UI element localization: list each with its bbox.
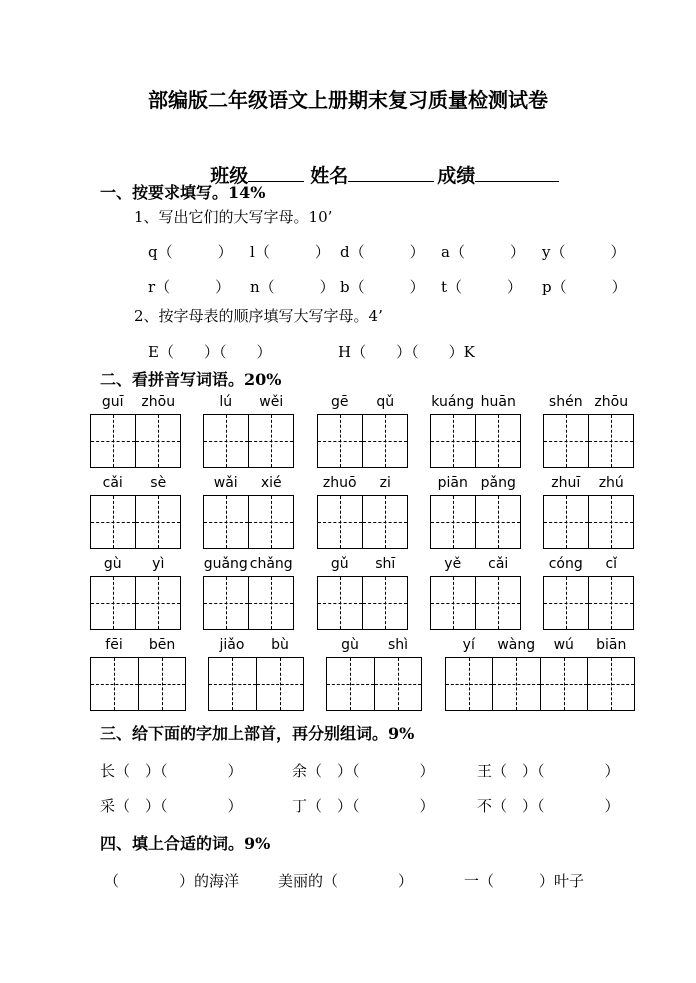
pinyin-syllable: gù	[103, 556, 122, 572]
pinyin-syllable: jiǎo	[219, 637, 245, 653]
pinyin-syllable: gù	[341, 637, 359, 653]
tianzige-cell[interactable]	[204, 415, 249, 467]
pinyin-syllable: chǎng	[249, 556, 293, 572]
lowercase-letter: l	[250, 243, 255, 261]
lowercase-letter: t	[441, 278, 448, 296]
tianzige-cell[interactable]	[204, 496, 249, 548]
radical-blank[interactable]: （ ）	[115, 797, 161, 815]
tianzige-grid[interactable]	[317, 414, 408, 468]
page-title: 部编版二年级语文上册期末复习质量检测试卷	[148, 88, 548, 112]
fill-item-1	[104, 870, 239, 891]
seq-mid-letter: H	[338, 343, 352, 361]
tianzige-grid[interactable]	[90, 657, 186, 711]
tianzige-grid[interactable]	[203, 495, 294, 549]
pinyin-syllable: kuáng	[431, 394, 475, 410]
tianzige-cell[interactable]	[91, 415, 136, 467]
uppercase-blank[interactable]: （ ）	[447, 278, 523, 296]
fill-item-3-text: 一（	[464, 872, 495, 890]
tianzige-cell[interactable]	[249, 415, 293, 467]
pinyin-syllable: yí	[462, 637, 475, 653]
tianzige-cell[interactable]	[257, 658, 304, 710]
radical-row-1	[0, 760, 696, 782]
tianzige-cell[interactable]	[363, 577, 407, 629]
tianzige-cell[interactable]	[249, 496, 293, 548]
name-label: 姓名	[310, 165, 349, 187]
tianzige-grid[interactable]	[543, 414, 634, 468]
tianzige-grid[interactable]	[90, 495, 181, 549]
tianzige-grid[interactable]	[317, 576, 408, 630]
pinyin-syllable: gē	[331, 394, 349, 410]
tianzige-cell[interactable]	[91, 577, 136, 629]
tianzige-cell[interactable]	[318, 415, 363, 467]
section3-heading: 三、给下面的字加上部首，再分别组词。9%	[100, 724, 415, 743]
pinyin-syllable: wǎi	[213, 475, 238, 491]
radical-item	[100, 795, 243, 816]
word-blank[interactable]: （ ）	[160, 797, 243, 815]
section2-heading: 二、看拼音写词语。20%	[100, 370, 282, 389]
tianzige-grid[interactable]	[208, 657, 304, 711]
word-blank[interactable]: （ ）	[160, 762, 243, 780]
radical-blank[interactable]: （ ）	[492, 762, 538, 780]
pinyin-syllable: zhuī	[551, 475, 581, 491]
uppercase-blank[interactable]: （ ）	[550, 243, 626, 261]
pinyin-syllable: cǎi	[102, 475, 123, 491]
name-blank[interactable]	[348, 163, 434, 182]
fill-item-3-blank[interactable]	[494, 872, 539, 890]
uppercase-blank[interactable]: （ ）	[449, 243, 525, 261]
section4-heading: 四、填上合适的词。9%	[100, 834, 271, 853]
tianzige-cell[interactable]	[139, 658, 186, 710]
fill-item-3-end: ）叶子	[539, 872, 585, 890]
tianzige-cell[interactable]	[136, 496, 180, 548]
base-character: 长	[100, 762, 116, 780]
letter-item	[250, 241, 330, 262]
pinyin-syllable: shì	[387, 637, 409, 653]
tianzige-cell[interactable]	[493, 658, 540, 710]
tianzige-cell[interactable]	[589, 496, 633, 548]
word-blank[interactable]: （ ）	[352, 797, 435, 815]
lowercase-letter: a	[441, 243, 450, 261]
radical-item	[477, 760, 620, 781]
letter-item	[441, 241, 525, 262]
letter-item	[148, 241, 233, 262]
pinyin-syllable: biān	[596, 637, 627, 653]
tianzige-grid[interactable]	[90, 576, 181, 630]
fill-item-2-blank[interactable]: ）	[338, 872, 414, 890]
tianzige-cell[interactable]	[327, 658, 375, 710]
pinyin-syllable: wú	[553, 637, 574, 653]
letters-row-1	[0, 241, 696, 263]
section1-q1: 1、写出它们的大写字母。10’	[134, 208, 333, 226]
base-character: 余	[292, 762, 308, 780]
tianzige-cell[interactable]	[431, 577, 476, 629]
tianzige-grid[interactable]	[430, 414, 521, 468]
lowercase-letter: p	[542, 278, 552, 296]
radical-blank[interactable]: （ ）	[115, 762, 161, 780]
tianzige-cell[interactable]	[375, 658, 422, 710]
seq-start-letter: E	[148, 343, 159, 361]
pinyin-syllable: lú	[219, 394, 233, 410]
pinyin-syllable: gǔ	[330, 556, 349, 572]
word-blank[interactable]: （ ）	[352, 762, 435, 780]
pinyin-syllable: cǎi	[488, 556, 509, 572]
letter-item	[250, 276, 335, 297]
alphabet-seq-1	[148, 341, 271, 362]
radical-item	[292, 760, 435, 781]
uppercase-blank[interactable]: （ ）	[349, 278, 425, 296]
alphabet-seq-2	[338, 341, 475, 362]
tianzige-cell[interactable]	[363, 496, 407, 548]
pinyin-syllable: fēi	[105, 637, 123, 653]
fill-item-1-text: ）的海洋	[179, 872, 240, 890]
tianzige-cell[interactable]	[476, 496, 520, 548]
pinyin-syllable: shén	[548, 394, 583, 410]
base-character: 采	[100, 797, 116, 815]
lowercase-letter: r	[148, 278, 156, 296]
tianzige-cell[interactable]	[204, 577, 249, 629]
pinyin-syllable: huān	[480, 394, 516, 410]
tianzige-cell[interactable]	[91, 496, 136, 548]
base-character: 不	[477, 797, 493, 815]
tianzige-cell[interactable]	[589, 415, 633, 467]
radical-item	[100, 760, 243, 781]
radical-item	[292, 795, 435, 816]
pinyin-syllable: guī	[101, 394, 124, 410]
radical-blank[interactable]: （ ）	[307, 797, 353, 815]
letters-row-2	[0, 276, 696, 298]
pinyin-syllable: qǔ	[376, 394, 395, 410]
radical-blank[interactable]: （ ）	[492, 797, 538, 815]
tianzige-cell[interactable]	[431, 415, 476, 467]
pinyin-syllable: yě	[444, 556, 462, 572]
tianzige-cell[interactable]	[446, 658, 493, 710]
tianzige-cell[interactable]	[544, 496, 589, 548]
tianzige-cell[interactable]	[209, 658, 257, 710]
radical-blank[interactable]: （ ）	[307, 762, 353, 780]
letter-item	[542, 276, 627, 297]
uppercase-blank[interactable]: （ ）	[155, 278, 231, 296]
tianzige-cell[interactable]	[249, 577, 293, 629]
radical-row-2	[0, 795, 696, 817]
pinyin-syllable: zhōu	[141, 394, 176, 410]
tianzige-grid[interactable]	[203, 576, 294, 630]
tianzige-cell[interactable]	[318, 577, 363, 629]
word-blank[interactable]: （ ）	[537, 797, 620, 815]
uppercase-blank[interactable]: （ ）	[157, 243, 233, 261]
tianzige-grid[interactable]	[430, 495, 521, 549]
fill-item-2	[278, 870, 413, 891]
pinyin-syllable: guǎng	[203, 556, 248, 572]
section1-heading: 一、按要求填写。14%	[100, 183, 266, 202]
pinyin-syllable: zhú	[598, 475, 624, 491]
tianzige-cell[interactable]	[544, 415, 589, 467]
base-character: 王	[477, 762, 493, 780]
class-label: 班级	[210, 165, 249, 187]
lowercase-letter: d	[340, 243, 350, 261]
letter-item	[542, 241, 626, 262]
tianzige-cell[interactable]	[431, 496, 476, 548]
tianzige-grid[interactable]	[543, 576, 634, 630]
pinyin-syllable: bēn	[148, 637, 176, 653]
tianzige-cell[interactable]	[476, 415, 520, 467]
fill-item-2-text: 美丽的（	[278, 872, 339, 890]
score-field	[424, 139, 559, 188]
base-character: 丁	[292, 797, 308, 815]
tianzige-grid[interactable]	[203, 414, 294, 468]
lowercase-letter: n	[250, 278, 260, 296]
pinyin-syllable: cóng	[548, 556, 583, 572]
score-blank[interactable]	[475, 163, 559, 182]
tianzige-cell[interactable]	[589, 577, 633, 629]
seq-blank-3[interactable]: （ ）	[351, 343, 412, 361]
tianzige-cell[interactable]	[541, 658, 588, 710]
uppercase-blank[interactable]: （ ）	[254, 243, 330, 261]
seq-blank-2[interactable]: （ ）	[218, 343, 272, 361]
letter-item	[340, 276, 425, 297]
score-label: 成绩	[437, 165, 476, 187]
tianzige-cell[interactable]	[476, 577, 520, 629]
tianzige-grid[interactable]	[90, 414, 181, 468]
tianzige-grid[interactable]	[430, 576, 521, 630]
tianzige-cell[interactable]	[91, 658, 139, 710]
lowercase-letter: y	[542, 243, 551, 261]
pinyin-syllable: zhōu	[594, 394, 629, 410]
pinyin-syllable: zi	[379, 475, 391, 491]
tianzige-cell[interactable]	[136, 415, 180, 467]
uppercase-blank[interactable]: （ ）	[259, 278, 335, 296]
tianzige-cell[interactable]	[136, 577, 180, 629]
tianzige-grid[interactable]	[445, 657, 635, 711]
tianzige-grid[interactable]	[326, 657, 422, 711]
uppercase-blank[interactable]: （ ）	[349, 243, 425, 261]
word-blank[interactable]: （ ）	[537, 762, 620, 780]
pinyin-syllable: pǎng	[480, 475, 516, 491]
pinyin-syllable: shī	[375, 556, 396, 572]
pinyin-syllable: wěi	[259, 394, 284, 410]
uppercase-blank[interactable]: （ ）	[551, 278, 627, 296]
fill-item-1-open[interactable]: （	[104, 872, 180, 890]
pinyin-syllable: piān	[437, 475, 468, 491]
seq-blank-4[interactable]: （ ）	[411, 343, 464, 361]
tianzige-cell[interactable]	[588, 658, 634, 710]
radical-item	[477, 795, 620, 816]
pinyin-syllable: yì	[152, 556, 165, 572]
tianzige-cell[interactable]	[318, 496, 363, 548]
pinyin-syllable: cǐ	[605, 556, 618, 572]
tianzige-cell[interactable]	[544, 577, 589, 629]
section1-q2: 2、按字母表的顺序填写大写字母。4’	[134, 307, 383, 325]
letter-item	[340, 241, 425, 262]
name-field	[297, 139, 434, 188]
pinyin-syllable: sè	[150, 475, 167, 491]
seq-blank-1[interactable]: （ ）	[158, 343, 219, 361]
tianzige-cell[interactable]	[363, 415, 407, 467]
pinyin-syllable: zhuō	[322, 475, 357, 491]
seq-end-letter: K	[463, 343, 475, 361]
lowercase-letter: q	[148, 243, 158, 261]
tianzige-grid[interactable]	[543, 495, 634, 549]
pinyin-syllable: xié	[260, 475, 282, 491]
letter-item	[441, 276, 522, 297]
pinyin-syllable: wàng	[497, 637, 536, 653]
tianzige-grid[interactable]	[317, 495, 408, 549]
pinyin-syllable: bù	[271, 637, 289, 653]
fill-item-3	[464, 870, 584, 891]
letter-item	[148, 276, 230, 297]
lowercase-letter: b	[340, 278, 350, 296]
